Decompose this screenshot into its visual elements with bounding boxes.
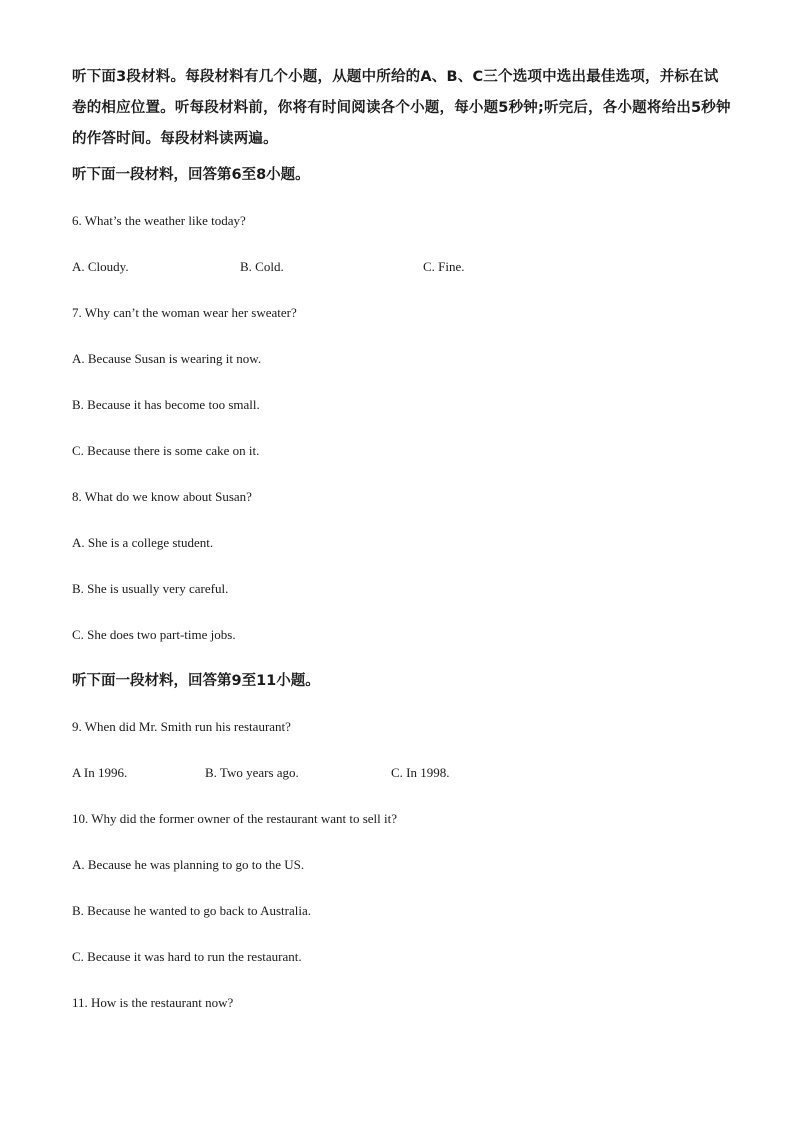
question-6-option-a: A. Cloudy.: [72, 259, 129, 274]
question-11: 11. How is the restaurant now?: [72, 995, 234, 1010]
question-10: 10. Why did the former owner of the restaurant want to sell it?: [72, 811, 398, 826]
question-8-option-c: C. She does two part-time jobs.: [72, 627, 236, 642]
question-9: 9. When did Mr. Smith run his restaurant?: [72, 719, 291, 734]
question-7-option-c: C. Because there is some cake on it.: [72, 443, 260, 458]
document-page: [72, 62, 732, 1039]
question-10-option-a: A. Because he was planning to go to the US.: [72, 857, 305, 872]
question-9-option-b: B. Two years ago.: [205, 765, 299, 780]
listening-instructions: 听下面3段材料。每段材料有几个小题，从题中所给的A、B、C三个选项中选出最佳选项，并标在试卷的相应位置。听每段材料前，你将有时间阅读各个小题，每小题5秒钟;听完后，各小题将给出5秒钟的作答时间。每段材料读两遍。: [72, 69, 731, 147]
question-9-option-a: A In 1996.: [72, 765, 128, 780]
question-9-options: [72, 763, 732, 809]
section-heading-9-11: 听下面一段材料，回答第9至11小题。: [72, 673, 320, 689]
question-7-option-b: B. Because it has become too small.: [72, 397, 260, 412]
question-10-option-b: B. Because he wanted to go back to Australia.: [72, 903, 311, 918]
question-6-option-c: C. Fine.: [423, 259, 465, 274]
question-8-option-b: B. She is usually very careful.: [72, 581, 229, 596]
section-heading-6-8: 听下面一段材料，回答第6至8小题。: [72, 167, 310, 183]
question-6-option-b: B. Cold.: [240, 259, 284, 274]
question-8-option-a: A. She is a college student.: [72, 535, 214, 550]
question-6-options: [72, 257, 732, 303]
question-8: 8. What do we know about Susan?: [72, 489, 252, 504]
question-9-option-c: C. In 1998.: [391, 765, 450, 780]
question-7-option-a: A. Because Susan is wearing it now.: [72, 351, 262, 366]
question-6: 6. What’s the weather like today?: [72, 213, 246, 228]
question-10-option-c: C. Because it was hard to run the restaurant.: [72, 949, 302, 964]
question-7: 7. Why can’t the woman wear her sweater?: [72, 305, 297, 320]
